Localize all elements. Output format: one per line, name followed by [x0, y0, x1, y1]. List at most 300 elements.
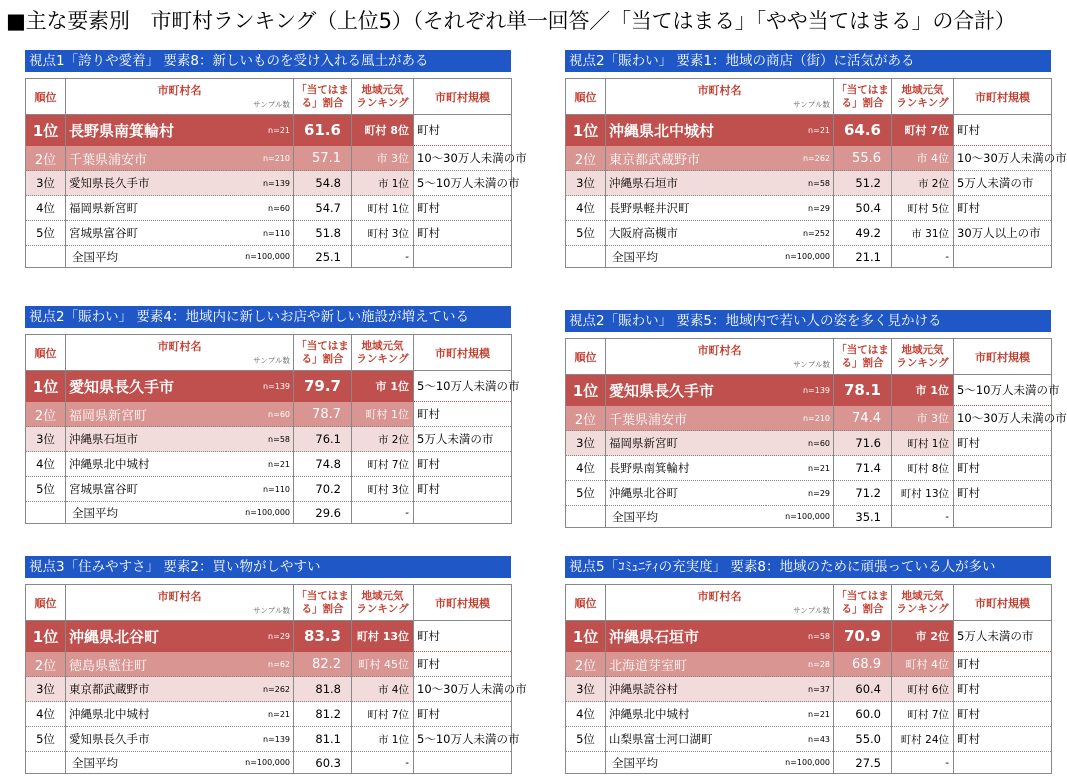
table-row [566, 375, 1052, 406]
municipality-scale: 5万人未満の市 [414, 427, 512, 452]
national-average-row [566, 246, 1052, 268]
table-row [566, 702, 1052, 727]
rank-cell: 2位 [26, 652, 66, 677]
sample-size: n=60 [226, 196, 294, 221]
table-header-row [26, 585, 512, 621]
regional-ranking: 市 2位 [352, 427, 414, 452]
rank-cell: 5位 [566, 481, 606, 506]
municipality-scale: 町村 [414, 402, 512, 427]
header-sample: サンプル数 [253, 606, 290, 615]
percentage-value: 49.2 [834, 221, 892, 246]
regional-ranking: 町村 8位 [352, 115, 414, 146]
sample-size: n=110 [226, 221, 294, 246]
rank-cell: 2位 [566, 652, 606, 677]
panel-title: 視点3「住みやすさ」 要素2：買い物がしやすい [25, 556, 511, 578]
regional-ranking: 市 4位 [352, 677, 414, 702]
rank-cell: 5位 [26, 477, 66, 502]
average-label: 全国平均 [606, 506, 766, 528]
table-row [566, 677, 1052, 702]
header-municipality: 市町村名 サンプル数 [606, 339, 834, 375]
municipality-scale: 町村 [954, 481, 1052, 506]
average-label: 全国平均 [66, 502, 226, 524]
municipality-name: 沖縄県北中城村 [606, 115, 766, 146]
percentage-value: 51.2 [834, 171, 892, 196]
municipality-name: 福岡県新宮町 [66, 196, 226, 221]
rank-cell: 3位 [566, 677, 606, 702]
municipality-name: 福岡県新宮町 [606, 431, 766, 456]
average-value: 35.1 [834, 506, 892, 528]
average-value: 21.1 [834, 246, 892, 268]
header-regional-ranking: 地域元気 ランキング [352, 79, 414, 115]
rank-cell: 4位 [26, 702, 66, 727]
regional-ranking: 市 2位 [892, 171, 954, 196]
sample-size: n=29 [226, 621, 294, 652]
header-sample: サンプル数 [253, 356, 290, 365]
municipality-name: 沖縄県北中城村 [606, 702, 766, 727]
table-row [26, 427, 512, 452]
table-row [566, 481, 1052, 506]
sample-size: n=28 [766, 652, 834, 677]
sample-size: n=21 [766, 115, 834, 146]
rank-cell: 3位 [26, 677, 66, 702]
national-average-row [26, 502, 512, 524]
ranking-table [565, 584, 1052, 774]
rank-cell: 4位 [26, 452, 66, 477]
rank-cell: 3位 [566, 171, 606, 196]
municipality-name: 沖縄県北中城村 [66, 702, 226, 727]
municipality-scale: 町村 [414, 196, 512, 221]
regional-ranking: 町村 13位 [892, 481, 954, 506]
regional-ranking: 町村 3位 [352, 221, 414, 246]
regional-ranking: 市 3位 [892, 406, 954, 431]
percentage-value: 74.4 [834, 406, 892, 431]
municipality-scale: 5～10万人未満の市 [414, 171, 512, 196]
ranking-panel [565, 50, 1067, 268]
percentage-value: 71.6 [834, 431, 892, 456]
header-scale: 市町村規模 [414, 335, 512, 371]
average-regional: - [892, 506, 954, 528]
municipality-name: 沖縄県石垣市 [66, 427, 226, 452]
sample-size: n=21 [226, 702, 294, 727]
table-row [26, 221, 512, 246]
regional-ranking: 町村 1位 [352, 402, 414, 427]
sample-size: n=62 [226, 652, 294, 677]
table-row [26, 402, 512, 427]
header-scale: 市町村規模 [414, 79, 512, 115]
average-label: 全国平均 [606, 246, 766, 268]
percentage-value: 70.9 [834, 621, 892, 652]
rank-cell: 2位 [26, 146, 66, 171]
header-scale: 市町村規模 [414, 585, 512, 621]
municipality-name: 宮城県富谷町 [66, 477, 226, 502]
municipality-scale: 町村 [954, 702, 1052, 727]
table-header-row [566, 585, 1052, 621]
sample-size: n=139 [766, 375, 834, 406]
ranking-table [25, 584, 527, 774]
national-average-row [26, 752, 512, 774]
municipality-scale: 10～30万人未満の市 [954, 146, 1052, 171]
municipality-name: 愛知県長久手市 [66, 371, 226, 402]
sample-size: n=58 [766, 621, 834, 652]
regional-ranking: 市 31位 [892, 221, 954, 246]
regional-ranking: 市 1位 [352, 371, 414, 402]
sample-size: n=58 [226, 427, 294, 452]
regional-ranking: 市 2位 [892, 621, 954, 652]
average-regional: - [892, 246, 954, 268]
sample-size: n=43 [766, 727, 834, 752]
regional-ranking: 町村 4位 [892, 652, 954, 677]
sample-size: n=139 [226, 371, 294, 402]
municipality-scale: 町村 [954, 456, 1052, 481]
sample-size: n=210 [766, 406, 834, 431]
municipality-name: 大阪府高槻市 [606, 221, 766, 246]
ranking-panel [25, 306, 520, 524]
percentage-value: 76.1 [294, 427, 352, 452]
percentage-value: 70.2 [294, 477, 352, 502]
percentage-value: 64.6 [834, 115, 892, 146]
municipality-scale: 5万人未満の市 [954, 621, 1052, 652]
table-row [26, 196, 512, 221]
municipality-scale: 町村 [414, 477, 512, 502]
table-row [26, 371, 512, 402]
header-municipality: 市町村名 サンプル数 [606, 79, 834, 115]
rank-cell: 1位 [26, 115, 66, 146]
table-header-row [26, 79, 512, 115]
rank-cell: 1位 [566, 115, 606, 146]
municipality-name: 長野県南箕輪村 [606, 456, 766, 481]
sample-size: n=21 [226, 115, 294, 146]
header-sample: サンプル数 [793, 100, 830, 109]
header-pct: 「当てはま る」割合 [294, 335, 352, 371]
national-average-row [566, 752, 1052, 774]
sample-size: n=21 [226, 452, 294, 477]
average-sample: n=100,000 [226, 246, 294, 268]
percentage-value: 61.6 [294, 115, 352, 146]
header-regional-ranking: 地域元気 ランキング [352, 585, 414, 621]
table-row [566, 171, 1052, 196]
regional-ranking: 町村 3位 [352, 477, 414, 502]
average-value: 60.3 [294, 752, 352, 774]
header-pct: 「当てはま る」割合 [294, 79, 352, 115]
municipality-scale: 5～10万人未満の市 [954, 375, 1052, 406]
header-regional-ranking: 地域元気 ランキング [352, 335, 414, 371]
table-row [566, 431, 1052, 456]
municipality-name: 長野県軽井沢町 [606, 196, 766, 221]
regional-ranking: 市 1位 [352, 171, 414, 196]
municipality-scale: 町村 [414, 702, 512, 727]
sample-size: n=60 [766, 431, 834, 456]
percentage-value: 51.8 [294, 221, 352, 246]
sample-size: n=139 [226, 171, 294, 196]
percentage-value: 79.7 [294, 371, 352, 402]
header-pct: 「当てはま る」割合 [834, 339, 892, 375]
percentage-value: 81.2 [294, 702, 352, 727]
percentage-value: 82.2 [294, 652, 352, 677]
rank-cell: 1位 [566, 375, 606, 406]
regional-ranking: 市 1位 [352, 727, 414, 752]
percentage-value: 81.1 [294, 727, 352, 752]
percentage-value: 60.4 [834, 677, 892, 702]
header-scale: 市町村規模 [954, 79, 1052, 115]
header-rank: 順位 [26, 335, 66, 371]
header-rank: 順位 [566, 585, 606, 621]
regional-ranking: 町村 24位 [892, 727, 954, 752]
ranking-panel [565, 556, 1051, 774]
municipality-name: 長野県南箕輪村 [66, 115, 226, 146]
municipality-name: 沖縄県読谷村 [606, 677, 766, 702]
rank-cell: 3位 [26, 171, 66, 196]
rank-cell: 2位 [26, 402, 66, 427]
municipality-scale: 5～10万人未満の市 [414, 371, 512, 402]
ranking-table [565, 78, 1067, 268]
municipality-scale: 10～30万人未満の市 [414, 146, 512, 171]
header-municipality: 市町村名 サンプル数 [66, 79, 294, 115]
municipality-name: 東京都武蔵野市 [606, 146, 766, 171]
header-sample: サンプル数 [793, 360, 830, 369]
percentage-value: 71.4 [834, 456, 892, 481]
municipality-scale: 町村 [954, 115, 1052, 146]
table-row [566, 196, 1052, 221]
table-row [566, 146, 1052, 171]
header-scale: 市町村規模 [954, 339, 1052, 375]
municipality-scale: 町村 [414, 115, 512, 146]
municipality-scale: 町村 [954, 652, 1052, 677]
regional-ranking: 町村 5位 [892, 196, 954, 221]
table-row [566, 652, 1052, 677]
header-pct: 「当てはま る」割合 [834, 585, 892, 621]
percentage-value: 74.8 [294, 452, 352, 477]
municipality-name: 愛知県長久手市 [66, 727, 226, 752]
header-pct: 「当てはま る」割合 [834, 79, 892, 115]
percentage-value: 71.2 [834, 481, 892, 506]
regional-ranking: 町村 1位 [892, 431, 954, 456]
regional-ranking: 町村 1位 [352, 196, 414, 221]
sample-size: n=252 [766, 221, 834, 246]
national-average-row [26, 246, 512, 268]
percentage-value: 50.4 [834, 196, 892, 221]
municipality-name: 沖縄県北中城村 [66, 452, 226, 477]
percentage-value: 54.8 [294, 171, 352, 196]
table-row [566, 727, 1052, 752]
sample-size: n=210 [226, 146, 294, 171]
municipality-name: 徳島県藍住町 [66, 652, 226, 677]
sample-size: n=37 [766, 677, 834, 702]
regional-ranking: 町村 6位 [892, 677, 954, 702]
table-row [566, 621, 1052, 652]
municipality-scale: 10～30万人未満の市 [414, 677, 512, 702]
average-value: 25.1 [294, 246, 352, 268]
sample-size: n=21 [766, 456, 834, 481]
rank-cell: 4位 [26, 196, 66, 221]
panel-title: 視点1「誇りや愛着」 要素8：新しいものを受け入れる風土がある [25, 50, 511, 72]
table-header-row [566, 339, 1052, 375]
regional-ranking: 町村 13位 [352, 621, 414, 652]
header-sample: サンプル数 [793, 606, 830, 615]
regional-ranking: 市 1位 [892, 375, 954, 406]
percentage-value: 55.6 [834, 146, 892, 171]
rank-cell: 5位 [566, 221, 606, 246]
municipality-name: 北海道芽室町 [606, 652, 766, 677]
municipality-scale: 町村 [414, 652, 512, 677]
municipality-name: 千葉県浦安市 [66, 146, 226, 171]
average-label: 全国平均 [66, 246, 226, 268]
ranking-panel [565, 310, 1067, 528]
average-label: 全国平均 [606, 752, 766, 774]
rank-cell: 5位 [26, 727, 66, 752]
table-row [26, 621, 512, 652]
page-title: ■主な要素別 市町村ランキング（上位5）（それぞれ単一回答／「当てはまる」「やや当てはまる」の合計） [6, 9, 1016, 33]
regional-ranking: 市 3位 [352, 146, 414, 171]
rank-cell: 2位 [566, 146, 606, 171]
municipality-scale: 町村 [414, 452, 512, 477]
rank-cell: 3位 [26, 427, 66, 452]
municipality-scale: 5～10万人未満の市 [414, 727, 512, 752]
header-rank: 順位 [26, 585, 66, 621]
municipality-name: 福岡県新宮町 [66, 402, 226, 427]
regional-ranking: 町村 7位 [892, 702, 954, 727]
table-row [26, 677, 512, 702]
municipality-scale: 5万人未満の市 [954, 171, 1052, 196]
average-regional: - [352, 752, 414, 774]
average-sample: n=100,000 [766, 246, 834, 268]
municipality-scale: 10～30万人未満の市 [954, 406, 1052, 431]
municipality-name: 山梨県富士河口湖町 [606, 727, 766, 752]
regional-ranking: 町村 7位 [352, 702, 414, 727]
sample-size: n=60 [226, 402, 294, 427]
sample-size: n=29 [766, 481, 834, 506]
header-municipality: 市町村名 サンプル数 [66, 585, 294, 621]
rank-cell: 4位 [566, 702, 606, 727]
header-regional-ranking: 地域元気 ランキング [892, 339, 954, 375]
sample-size: n=58 [766, 171, 834, 196]
sample-size: n=110 [226, 477, 294, 502]
municipality-scale: 町村 [954, 196, 1052, 221]
rank-cell: 1位 [26, 621, 66, 652]
table-row [566, 221, 1052, 246]
average-sample: n=100,000 [766, 752, 834, 774]
percentage-value: 57.1 [294, 146, 352, 171]
percentage-value: 78.7 [294, 402, 352, 427]
table-row [26, 452, 512, 477]
average-sample: n=100,000 [226, 752, 294, 774]
municipality-name: 沖縄県北谷町 [66, 621, 226, 652]
municipality-name: 千葉県浦安市 [606, 406, 766, 431]
municipality-name: 東京都武蔵野市 [66, 677, 226, 702]
percentage-value: 54.7 [294, 196, 352, 221]
panel-title: 視点2「賑わい」 要素5：地域内で若い人の姿を多く見かける [565, 310, 1051, 332]
table-row [566, 115, 1052, 146]
header-rank: 順位 [566, 79, 606, 115]
percentage-value: 78.1 [834, 375, 892, 406]
rank-cell: 1位 [26, 371, 66, 402]
average-sample: n=100,000 [766, 506, 834, 528]
header-regional-ranking: 地域元気 ランキング [892, 585, 954, 621]
percentage-value: 81.8 [294, 677, 352, 702]
header-pct: 「当てはま る」割合 [294, 585, 352, 621]
average-sample: n=100,000 [226, 502, 294, 524]
table-header-row [26, 335, 512, 371]
header-sample: サンプル数 [253, 100, 290, 109]
ranking-table [25, 78, 527, 268]
rank-cell: 5位 [566, 727, 606, 752]
municipality-scale: 町村 [954, 431, 1052, 456]
ranking-table [25, 334, 520, 524]
table-row [26, 727, 512, 752]
rank-cell: 3位 [566, 431, 606, 456]
average-regional: - [352, 502, 414, 524]
municipality-scale: 町村 [954, 677, 1052, 702]
average-regional: - [352, 246, 414, 268]
rank-cell: 5位 [26, 221, 66, 246]
table-row [26, 115, 512, 146]
municipality-name: 沖縄県石垣市 [606, 171, 766, 196]
municipality-name: 愛知県長久手市 [606, 375, 766, 406]
average-value: 29.6 [294, 502, 352, 524]
panel-title: 視点2「賑わい」 要素4：地域内に新しいお店や新しい施設が増えている [25, 306, 511, 328]
municipality-name: 愛知県長久手市 [66, 171, 226, 196]
municipality-scale: 30万人以上の市 [954, 221, 1052, 246]
sample-size: n=139 [226, 727, 294, 752]
percentage-value: 83.3 [294, 621, 352, 652]
header-rank: 順位 [26, 79, 66, 115]
sample-size: n=21 [766, 702, 834, 727]
sample-size: n=262 [766, 146, 834, 171]
rank-cell: 4位 [566, 456, 606, 481]
municipality-scale: 町村 [414, 221, 512, 246]
table-row [566, 406, 1052, 431]
table-row [26, 702, 512, 727]
average-value: 27.5 [834, 752, 892, 774]
municipality-scale: 町村 [414, 621, 512, 652]
table-row [26, 171, 512, 196]
header-scale: 市町村規模 [954, 585, 1052, 621]
table-row [26, 652, 512, 677]
regional-ranking: 町村 8位 [892, 456, 954, 481]
header-municipality: 市町村名 サンプル数 [66, 335, 294, 371]
ranking-panel [25, 50, 527, 268]
percentage-value: 68.9 [834, 652, 892, 677]
municipality-name: 宮城県富谷町 [66, 221, 226, 246]
regional-ranking: 町村 7位 [892, 115, 954, 146]
ranking-table [565, 338, 1067, 528]
header-rank: 順位 [566, 339, 606, 375]
municipality-scale: 町村 [954, 727, 1052, 752]
municipality-name: 沖縄県石垣市 [606, 621, 766, 652]
percentage-value: 60.0 [834, 702, 892, 727]
national-average-row [566, 506, 1052, 528]
average-label: 全国平均 [66, 752, 226, 774]
regional-ranking: 市 4位 [892, 146, 954, 171]
ranking-panel [25, 556, 527, 774]
header-municipality: 市町村名 サンプル数 [606, 585, 834, 621]
header-regional-ranking: 地域元気 ランキング [892, 79, 954, 115]
table-row [26, 146, 512, 171]
rank-cell: 2位 [566, 406, 606, 431]
table-header-row [566, 79, 1052, 115]
sample-size: n=262 [226, 677, 294, 702]
rank-cell: 1位 [566, 621, 606, 652]
average-regional: - [892, 752, 954, 774]
table-row [566, 456, 1052, 481]
rank-cell: 4位 [566, 196, 606, 221]
panel-title: 視点5「ｺﾐｭﾆﾃｨの充実度」 要素8：地域のために頑張っている人が多い [565, 556, 1051, 578]
regional-ranking: 町村 45位 [352, 652, 414, 677]
panel-title: 視点2「賑わい」 要素1：地域の商店（街）に活気がある [565, 50, 1051, 72]
table-row [26, 477, 512, 502]
sample-size: n=29 [766, 196, 834, 221]
regional-ranking: 町村 7位 [352, 452, 414, 477]
municipality-name: 沖縄県北谷町 [606, 481, 766, 506]
